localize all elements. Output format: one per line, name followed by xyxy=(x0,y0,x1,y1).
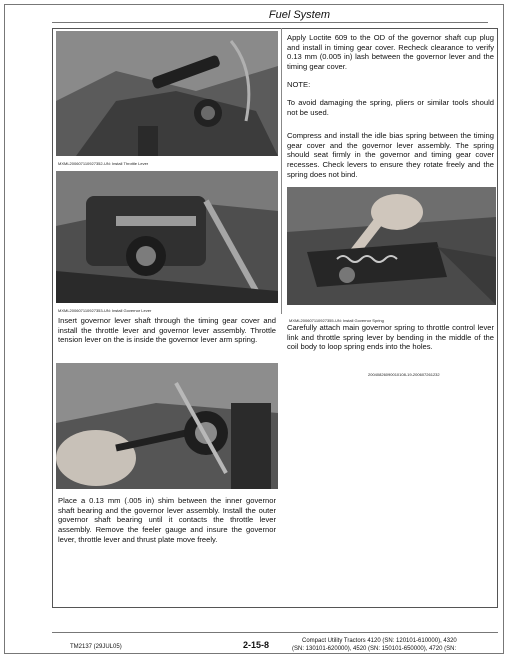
photo1-caption: MXML200607110927352-UN: Install Throttle Lever xyxy=(58,161,149,166)
photo-shim-placement xyxy=(56,363,278,489)
paragraph-apply-loctite: Apply Loctite 609 to the OD of the governor shaft cup plug and install in timing gear cover. Recheck clearance to verify 0.13 mm (0.005 in) lash between the governor lever and the timing gear cover. xyxy=(287,33,494,72)
photo2-caption: MXML200607110927353-UN: Install Governor Lever xyxy=(58,308,152,313)
footer-doc-id: TM2137 (29JUL05) xyxy=(70,644,122,650)
footer-page-number: 2-15-8 xyxy=(243,640,270,650)
photo3-caption: MXML200607110927355-UN: Install Governor Spring xyxy=(289,318,384,323)
note-text: To avoid damaging the spring, pliers or similar tools should not be used. xyxy=(287,98,494,117)
footer-model-line2: (SN: 130101-620000), 4520 (SN: 150101-650000), 4720 (SN: xyxy=(292,646,457,652)
paragraph-idle-bias-spring: Compress and install the idle bias spring between the timing gear cover and the governor lever assembly. The spring should seat firmly in the governor and timing gear cover recesses. Check levers to ensure they rotate freely and the spring does not bind. xyxy=(287,131,494,179)
photo-install-governor-lever xyxy=(56,171,278,303)
footer-rule xyxy=(52,632,498,633)
note-label: NOTE: xyxy=(287,80,311,89)
paragraph-place-shim: Place a 0.13 mm (.005 in) shim between the inner governor shaft bearing and the governor lever assembly. Install the outer governor shaft bearing until it contacts the throttle lever assembly. Remove the feeler gauge and insure the governor lever, throttle lever and thrust plate move freely. xyxy=(58,496,276,544)
photo-install-throttle-lever xyxy=(56,31,278,156)
paragraph-insert-governor-lever: Insert governor lever shaft through the timing gear cover and install the throttle lever and governor lever assembly. Throttle tension lever on the is inside the governor lever arm spring. xyxy=(58,316,276,345)
photo-install-governor-spring xyxy=(287,187,496,305)
column-divider xyxy=(281,28,282,314)
header-rule xyxy=(52,22,488,23)
reference-code: 20040826090010108-19-200607261232 xyxy=(368,372,440,377)
footer-model-line1: Compact Utility Tractors 4120 (SN: 120101-610000), 4320 xyxy=(302,638,457,644)
paragraph-attach-governor-spring: Carefully attach main governor spring to throttle control lever link and throttle spring lever by bending in the middle of the coil body to loop spring ends into the holes. xyxy=(287,323,494,352)
page-header-title: Fuel System xyxy=(268,9,330,21)
